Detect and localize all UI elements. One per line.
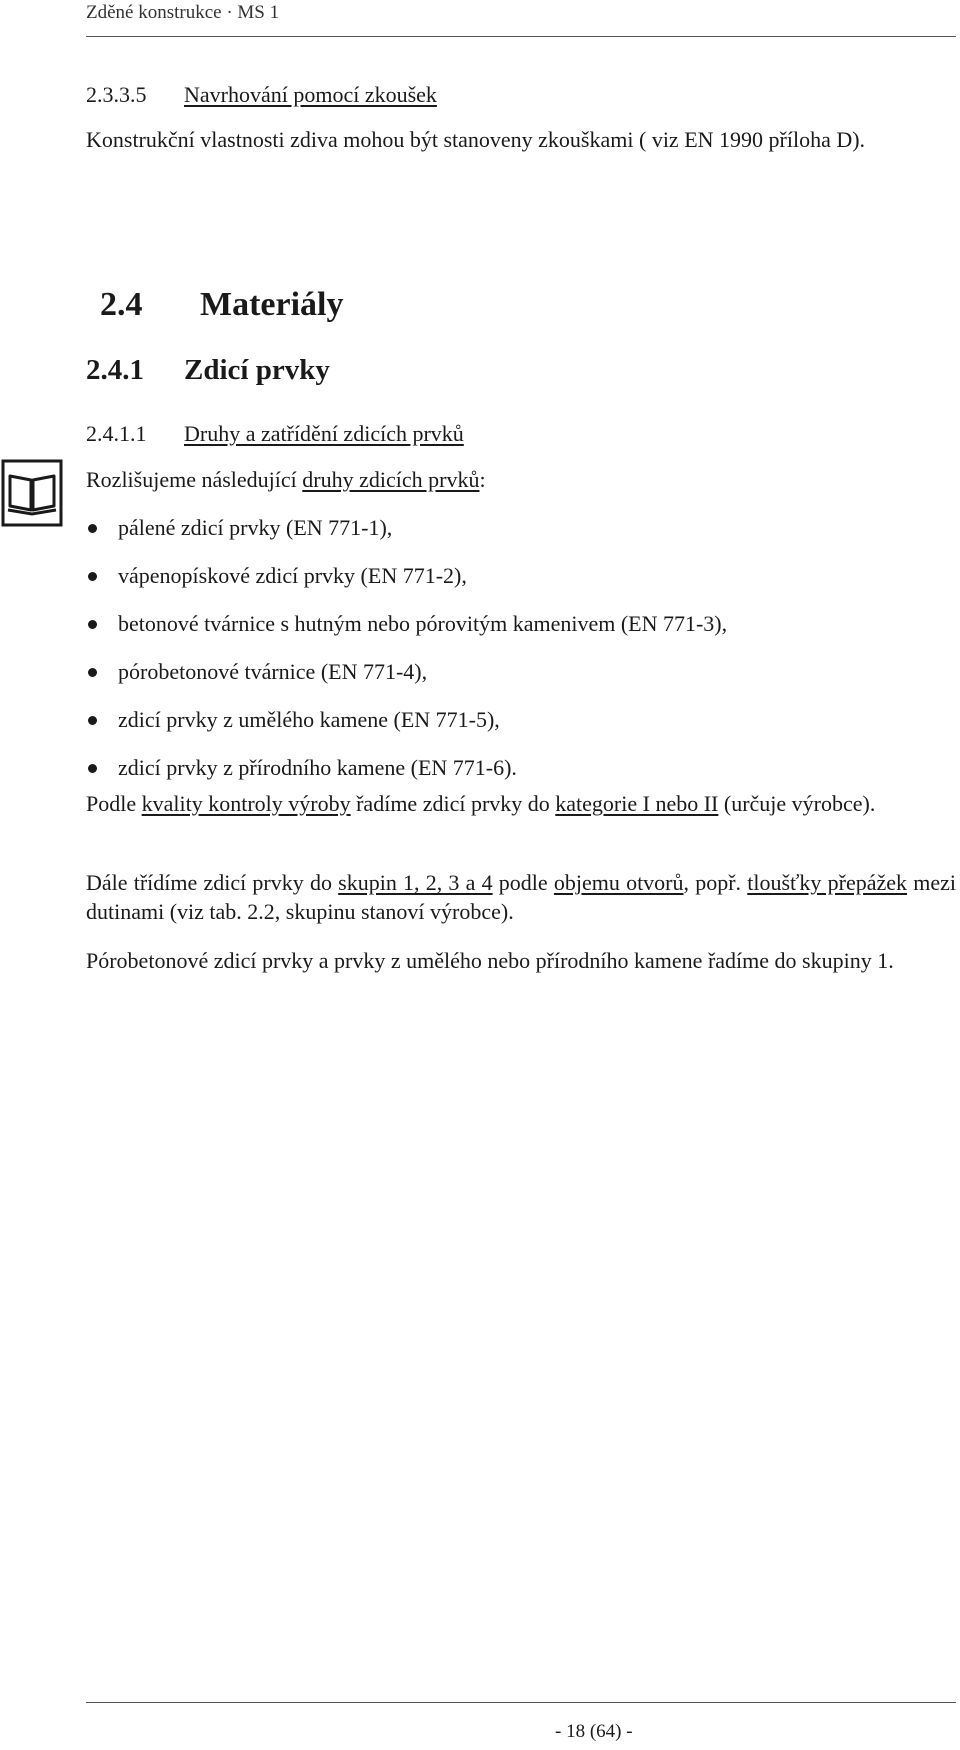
section-number: 2.4.1: [86, 354, 144, 386]
section-title: Zdicí prvky: [184, 354, 330, 386]
bullet-icon: [88, 764, 97, 773]
section-title: Navrhování pomocí zkoušek: [184, 82, 437, 107]
paragraph-design-by-testing: Konstrukční vlastnosti zdiva mohou být stanoveny zkouškami ( viz EN 1990 příloha D).: [86, 127, 866, 152]
paragraph-categories: [86, 789, 956, 818]
list-item-text: betonové tvárnice s hutným nebo pórovitým kamenivem (EN 771-3),: [118, 611, 728, 636]
list-item-text: pórobetonové tvárnice (EN 771-4),: [118, 659, 428, 684]
text: podle: [492, 870, 554, 895]
subsection-title: Druhy a zatřídění zdicích prvků: [184, 421, 464, 446]
book-icon: [0, 458, 64, 528]
list-item-text: zdicí prvky z umělého kamene (EN 771-5),: [118, 707, 500, 732]
running-header: Zděné konstrukce · MS 1: [86, 2, 280, 23]
text: mezi dutinami (viz tab. 2.2, skupinu stanoví výrobce).: [86, 870, 956, 924]
footer-divider: [86, 1702, 956, 1703]
underlined-term: kategorie I nebo II: [555, 791, 719, 816]
text: Podle: [86, 791, 142, 816]
bullet-icon: [88, 716, 97, 725]
paragraph-aerated-concrete: Pórobetonové zdicí prvky a prvky z umělého nebo přírodního kamene řadíme do skupiny 1.: [86, 948, 894, 973]
text: Dále třídíme zdicí prvky do: [86, 870, 339, 895]
chapter-heading-materials: [100, 286, 344, 324]
header-divider: [86, 36, 956, 37]
intro-colon: :: [479, 467, 486, 492]
section-heading-masonry-units: [86, 354, 330, 387]
underlined-term: objemu otvorů: [553, 870, 684, 895]
paragraph-groups: [86, 868, 956, 926]
bullet-icon: [88, 620, 97, 629]
list-item: [86, 609, 727, 657]
text: řadíme zdicí prvky do: [350, 791, 556, 816]
bullet-icon: [88, 524, 97, 533]
list-item: [86, 513, 727, 561]
subsection-heading-2411: [86, 419, 464, 448]
list-item-text: vápenopískové zdicí prvky (EN 771-2),: [118, 563, 467, 588]
bullet-icon: [88, 668, 97, 677]
intro-paragraph: [86, 465, 486, 494]
section-number: 2.3.3.5: [86, 82, 147, 107]
bullet-icon: [88, 572, 97, 581]
list-item-text: zdicí prvky z přírodního kamene (EN 771-6).: [118, 755, 517, 780]
underlined-term: kvality kontroly výroby: [141, 791, 351, 816]
subsection-number: 2.4.1.1: [86, 421, 147, 446]
section-heading-2335: [86, 80, 437, 109]
text: (určuje výrobce).: [718, 791, 876, 816]
list-item-text: pálené zdicí prvky (EN 771-1),: [118, 515, 393, 540]
list-item: [86, 705, 727, 753]
chapter-title: Materiály: [200, 286, 344, 323]
underlined-term: skupin 1, 2, 3 a 4: [338, 870, 493, 895]
intro-text: Rozlišujeme následující: [86, 467, 303, 492]
list-item: [86, 657, 727, 705]
page-number: - 18 (64) -: [555, 1721, 633, 1742]
intro-underlined-term: druhy zdicích prvků: [302, 467, 480, 492]
chapter-number: 2.4: [100, 286, 143, 323]
list-item: [86, 561, 727, 609]
underlined-term: tloušťky přepážek: [747, 870, 908, 895]
masonry-unit-types-list: [86, 513, 727, 801]
text: , popř.: [683, 870, 748, 895]
